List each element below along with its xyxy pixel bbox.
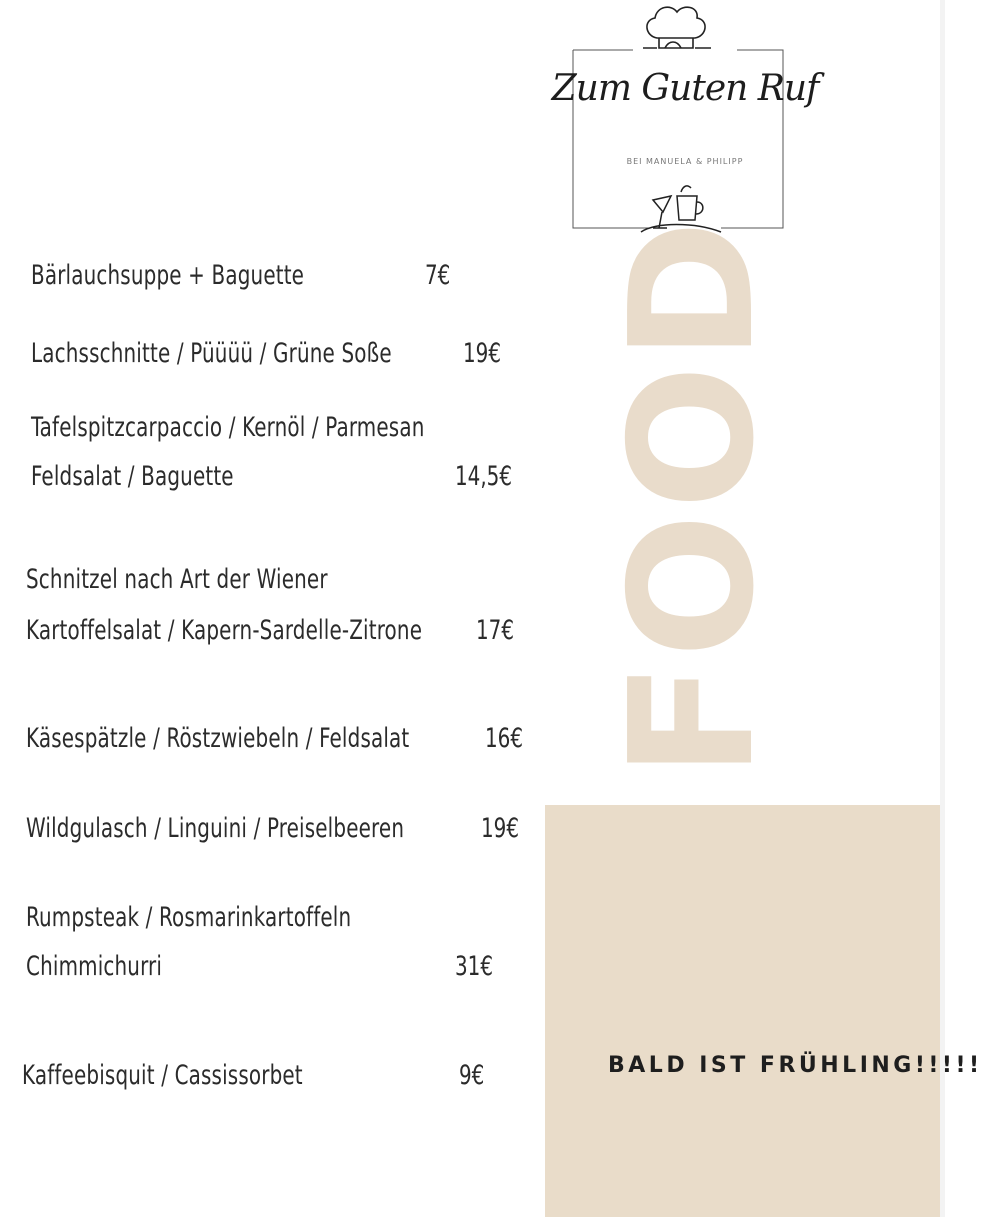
dish-price: 14,5€ bbox=[455, 461, 513, 492]
dish-line: Chimmichurri bbox=[26, 951, 163, 982]
dish-price: 16€ bbox=[485, 723, 524, 754]
dish-line: Feldsalat / Baguette bbox=[31, 461, 234, 492]
dish-line: Käsespätzle / Röstzwiebeln / Feldsalat bbox=[26, 723, 410, 754]
logo-subtitle: BEI MANUELA & PHILIPP bbox=[626, 157, 744, 166]
dish-line: Tafelspitzcarpaccio / Kernöl / Parmesan bbox=[31, 412, 425, 443]
dish-price: 9€ bbox=[459, 1060, 485, 1091]
dish-price: 31€ bbox=[455, 951, 494, 982]
logo-frame-graphic bbox=[545, 0, 825, 245]
dish-line: Bärlauchsuppe + Baguette bbox=[31, 260, 305, 291]
logo-name: Zum Guten Ruf bbox=[551, 68, 819, 109]
spring-banner: BALD IST FRÜHLING!!!!! bbox=[608, 1053, 983, 1078]
dish-line: Kaffeebisquit / Cassissorbet bbox=[22, 1060, 303, 1091]
food-side-word: FOOD bbox=[594, 215, 792, 779]
dish-line: Schnitzel nach Art der Wiener bbox=[26, 564, 328, 595]
dish-line: Kartoffelsalat / Kapern-Sardelle-Zitrone bbox=[26, 615, 423, 646]
restaurant-logo bbox=[545, 0, 825, 245]
beige-panel bbox=[545, 805, 983, 1217]
dish-line: Lachsschnitte / Püüüü / Grüne Soße bbox=[31, 338, 392, 369]
dish-price: 7€ bbox=[425, 260, 451, 291]
dish-price: 19€ bbox=[463, 338, 502, 369]
chef-hat-icon bbox=[643, 7, 711, 48]
dish-line: Wildgulasch / Linguini / Preiselbeeren bbox=[26, 813, 405, 844]
dish-price: 19€ bbox=[481, 813, 520, 844]
dish-price: 17€ bbox=[476, 615, 515, 646]
dish-line: Rumpsteak / Rosmarinkartoffeln bbox=[26, 902, 352, 933]
page-edge bbox=[940, 0, 945, 1217]
